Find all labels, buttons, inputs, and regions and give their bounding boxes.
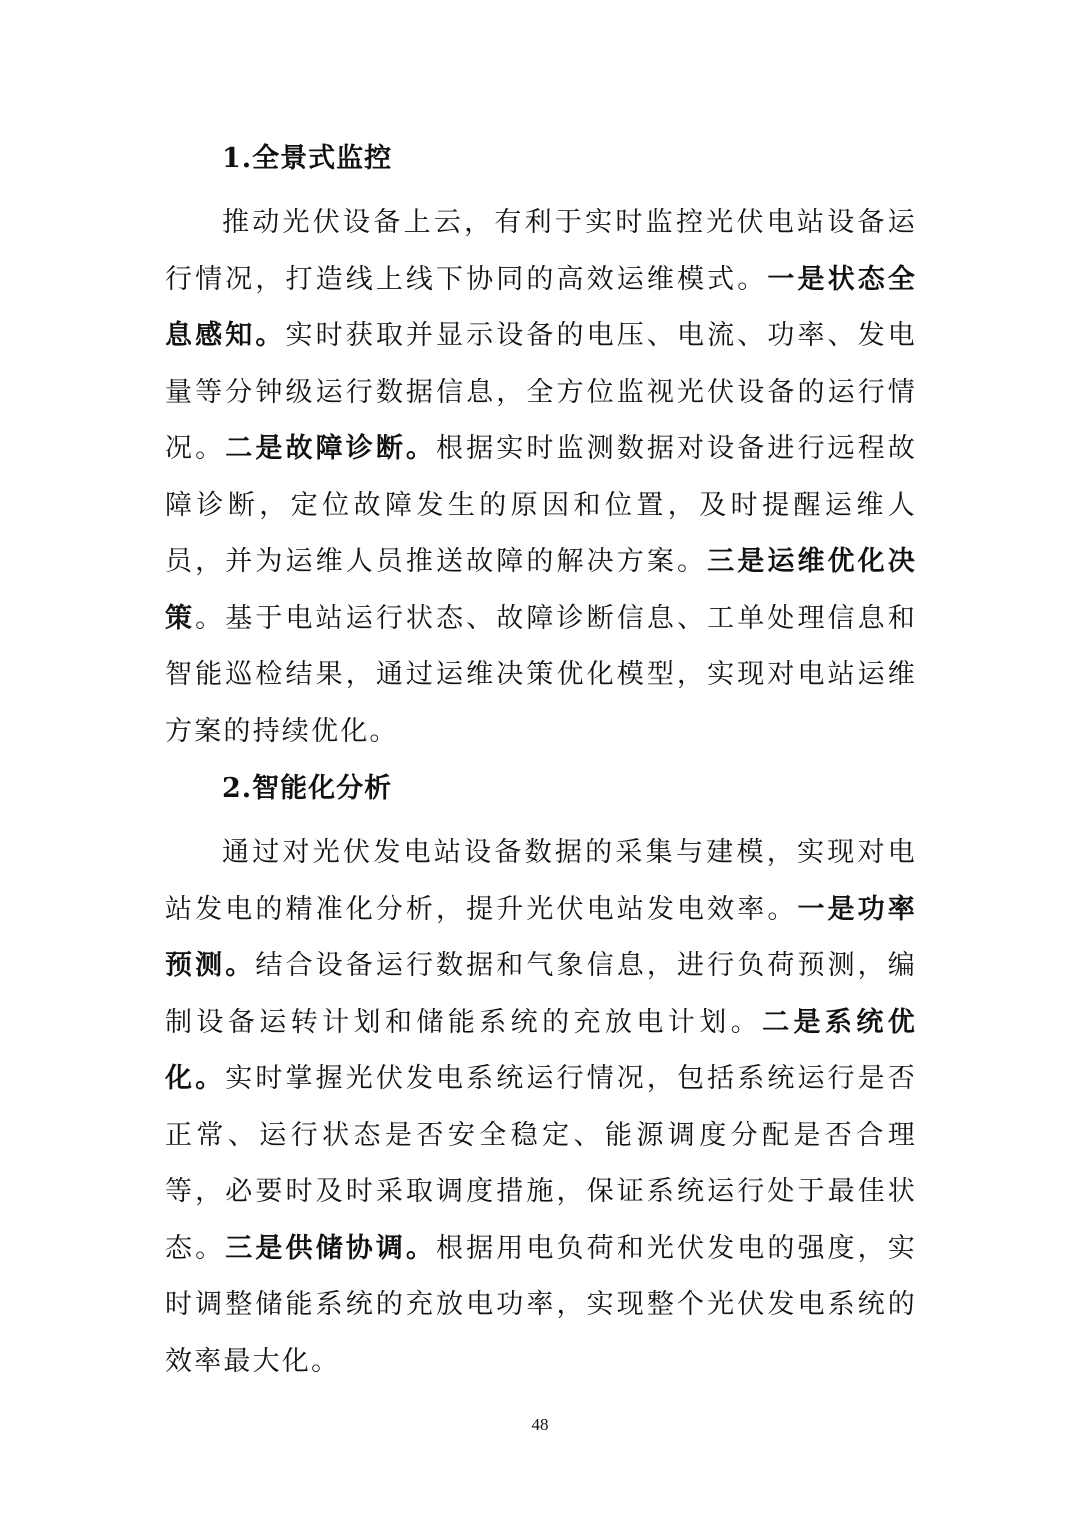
- emphasis-text: 一是状态全息感知。: [165, 263, 918, 351]
- paragraph-text: 根据实时监测数据对设备进行远程故障诊断，定位故障发生的原因和位置，及时提醒运维人员，并为运维人员推送故障的解决方案。: [165, 433, 917, 577]
- paragraph-text: 。基于电站运行状态、故障诊断信息、工单处理信息和智能巡检结果，通过运维决策优化模型，实现对电站运维方案的持续优化。: [165, 602, 917, 747]
- paragraph-text: 实时获取并显示设备的电压、电流、功率、发电量等分钟级运行数据信息，全方位监视光伏设备的运行情况。: [165, 320, 917, 464]
- paragraph-text: 通过对光伏发电站设备数据的采集与建模，实现对电站发电的精准化分析，提升光伏电站发电效率。: [165, 837, 917, 925]
- emphasis-text: 二是故障诊断。: [225, 433, 437, 464]
- section-heading-panoramic-monitoring: 1.全景式监控: [222, 143, 393, 174]
- paragraph-text: 实时掌握光伏发电系统运行情况，包括系统运行是否正常、运行状态是否安全稳定、能源调度分配是否合理等，必要时及时采取调度措施，保证系统运行处于最佳状态。: [165, 1063, 917, 1264]
- section-heading-intelligent-analysis: 2.智能化分析: [222, 773, 393, 804]
- emphasis-text: 二是系统优化。: [165, 1006, 917, 1094]
- paragraph-text: 根据用电负荷和光伏发电的强度，实时调整储能系统的充放电功率，实现整个光伏发电系统的效率最大化。: [165, 1232, 917, 1377]
- emphasis-text: 三是供储协调。: [225, 1232, 437, 1264]
- page-number: 48: [531, 1415, 549, 1434]
- paragraph-text: 推动光伏设备上云，有利于实时监控光伏电站设备运行情况，打造线上线下协同的高效运维模式。: [165, 207, 917, 295]
- document-page: [165, 140, 917, 1390]
- section-paragraph-panoramic-monitoring: [165, 195, 917, 760]
- paragraph-text: 结合设备运行数据和气象信息，进行负荷预测，编制设备运转计划和储能系统的充放电计划。: [165, 950, 917, 1038]
- section-paragraph-intelligent-analysis: [165, 825, 917, 1390]
- emphasis-text: 一是功率预测。: [165, 893, 917, 981]
- emphasis-text: 三是运维优化决策: [165, 546, 917, 634]
